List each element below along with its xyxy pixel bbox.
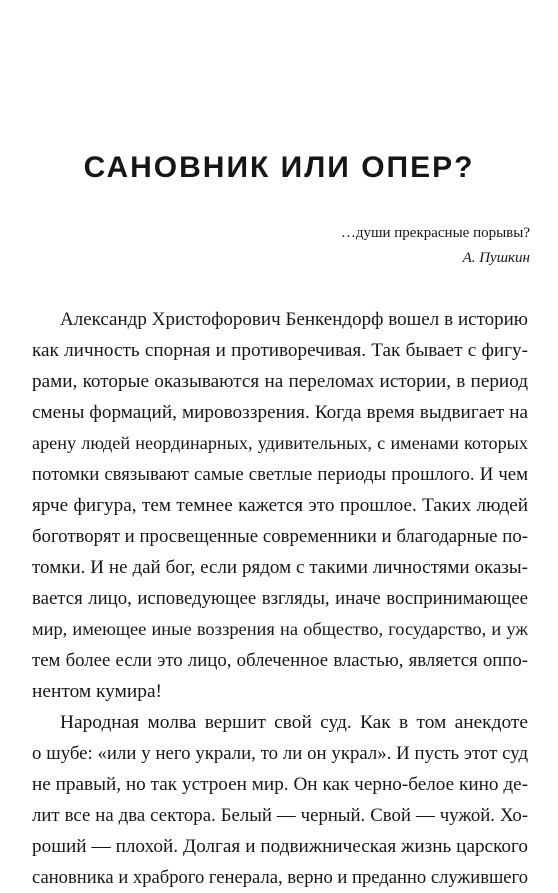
- text-line: Народная молва вершит свой суд. Как в том анекдоте: [60, 712, 528, 733]
- text-line: ярче фигура, тем темнее кажется это прошлое. Таких людей: [32, 495, 528, 516]
- text-line: роший — плохой. Долгая и подвижническая жизнь царского: [32, 836, 528, 857]
- body-text: [32, 304, 528, 893]
- text-line: лит все на два сектора. Белый — черный. Свой — чужой. Хо-: [32, 805, 528, 826]
- text-line: вается лицо, исповедующее взгляды, иначе воспринимающее: [32, 588, 528, 609]
- text-line: рами, которые оказываются на переломах истории, в период: [32, 371, 528, 392]
- text-line: не правый, но так устроен мир. Он как черно-белое кино де-: [32, 774, 528, 795]
- text-line: нентом кумира!: [32, 681, 163, 702]
- text-line: тем более если это лицо, облеченное властью, является оппо-: [32, 650, 528, 671]
- text-line: арену людей неординарных, удивительных, с именами которых: [32, 433, 528, 453]
- text-line: Александр Христофорович Бенкендорф вошел в историю: [60, 309, 528, 330]
- text-line: о шубе: «или у него украли, то ли он украл». И пусть этот суд: [32, 743, 528, 764]
- text-line: сановника и храброго генерала, верно и преданно служившего: [32, 867, 529, 888]
- text-line: мир, имеющее иные воззрения на общество, государство, и уж: [32, 619, 528, 639]
- text-line: как личность спорная и противоречивая. Так бывает с фигу-: [32, 340, 528, 361]
- text-line: смены формаций, мировоззрения. Когда время выдвигает на: [32, 402, 528, 423]
- epigraph-quote: …души прекрасные порывы?: [340, 225, 530, 241]
- chapter-title: САНОВНИК ИЛИ ОПЕР?: [83, 151, 475, 184]
- text-line: потомки связывают самые светлые периоды прошлого. И чем: [32, 464, 528, 485]
- text-line: томки. И не дай бог, если рядом с такими личностями оказы-: [32, 557, 528, 578]
- text-line: боготворят и просвещенные современники и благодарные по-: [32, 526, 528, 547]
- epigraph-author: А. Пушкин: [462, 250, 530, 266]
